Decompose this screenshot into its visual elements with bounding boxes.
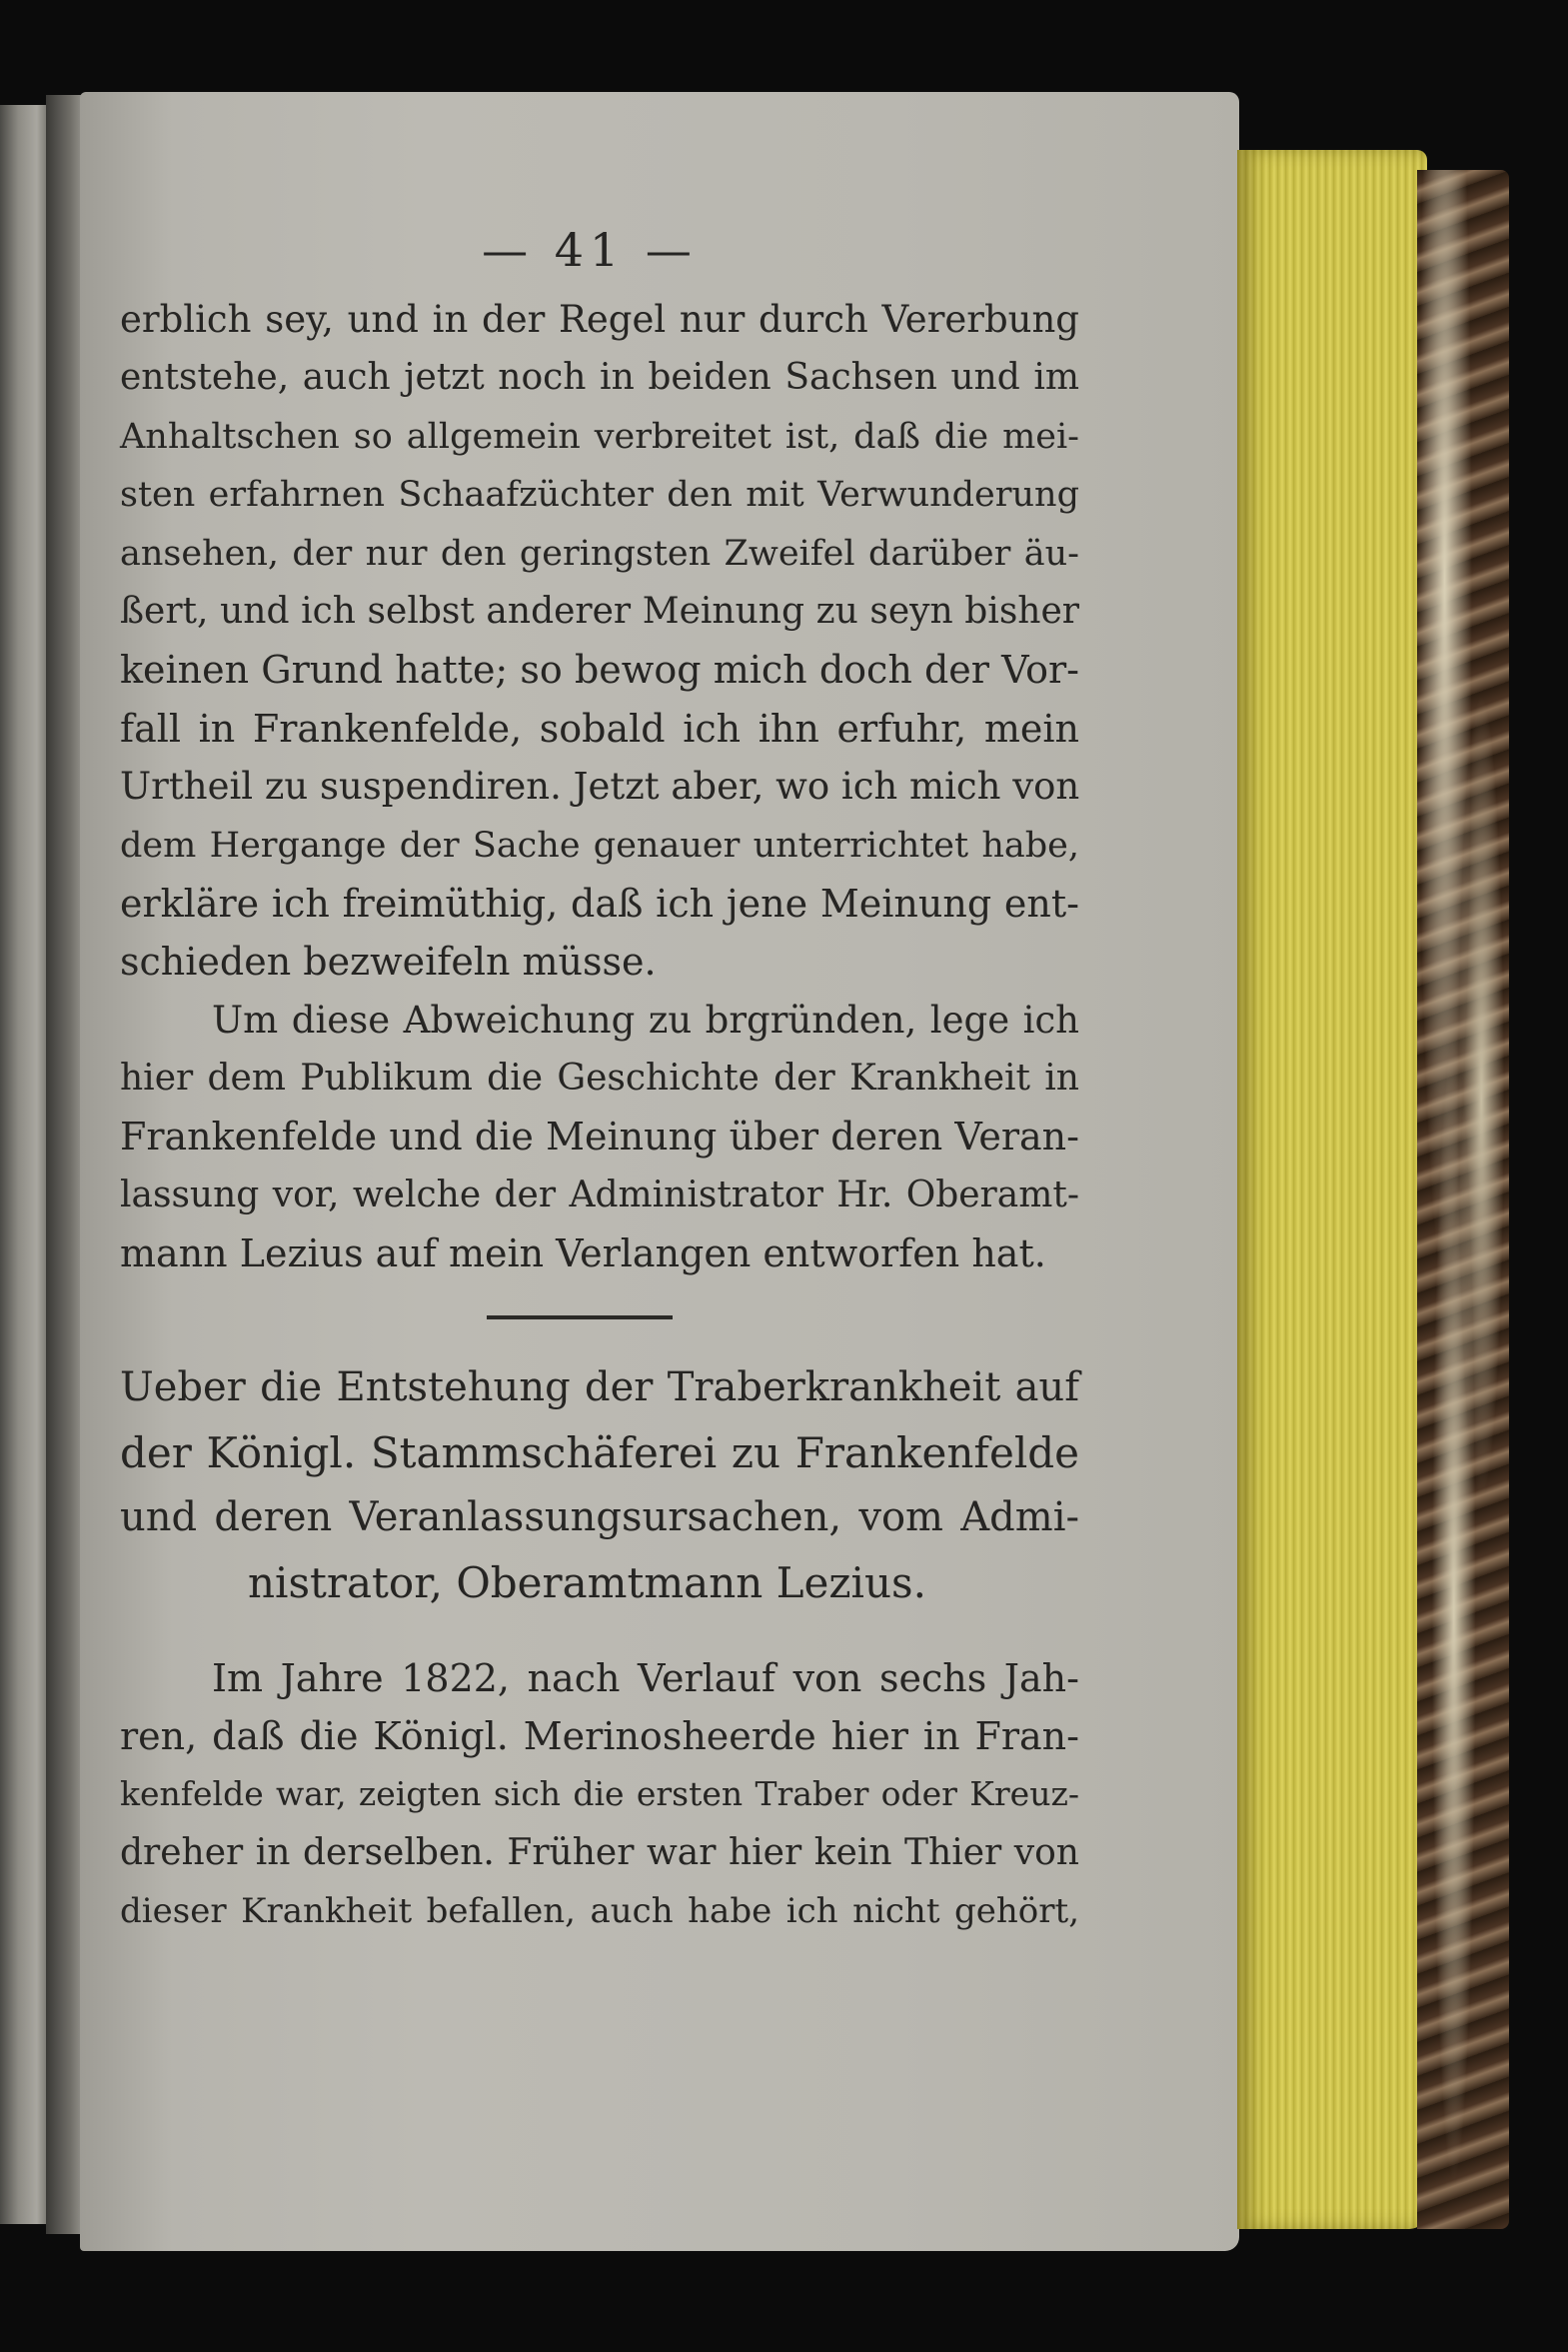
page-text: [120, 215, 1079, 1941]
text-line: kenfelde war, zeigten sich die ersten Traber oder Kreuz-: [120, 1774, 1079, 1814]
text-line: Im Jahre 1822, nach Verlauf von sechs Jah-: [212, 1655, 1079, 1700]
text-line: Urtheil zu suspendiren. Jetzt aber, wo ich mich von: [120, 765, 1080, 809]
text-line: dieser Krankheit befallen, auch habe ich nicht gehört,: [120, 1891, 1079, 1932]
text-line: Frankenfelde und die Meinung über deren Veran-: [120, 1115, 1079, 1160]
text-line: ßert, und ich selbst anderer Meinung zu seyn bisher: [120, 590, 1079, 632]
heading-line: und deren Veranlassungsursachen, vom Admi-: [120, 1493, 1079, 1540]
section-heading: [120, 1355, 1079, 1615]
text-line: entstehe, auch jetzt noch in beiden Sachsen und im: [120, 357, 1079, 399]
paragraph-1: [120, 291, 1079, 992]
text-line: fall in Frankenfelde, sobald ich ihn erfuhr, mein: [120, 706, 1079, 751]
paragraph-3: [120, 1649, 1079, 1941]
text-line: mann Lezius auf mein Verlangen entworfen hat.: [120, 1231, 1046, 1276]
marbled-cover: [1417, 170, 1509, 2229]
text-line: Anhaltschen so allgemein verbreitet ist, daß die mei-: [120, 416, 1079, 457]
text-line: schieden bezweifeln müsse.: [120, 940, 657, 985]
heading-line: nistrator, Oberamtmann Lezius.: [248, 1557, 926, 1607]
facing-page-edge: [0, 105, 46, 2224]
text-line: dem Hergange der Sache genauer unterrichtet habe,: [120, 825, 1079, 866]
text-line: lassung vor, welche der Administrator Hr. Oberamt-: [120, 1174, 1079, 1215]
paragraph-2: [120, 992, 1079, 1283]
text-line: erkläre ich freimüthig, daß ich jene Meinung ent-: [120, 881, 1079, 926]
text-line: ansehen, der nur den geringsten Zweifel darüber äu-: [120, 533, 1079, 574]
text-line: Um diese Abweichung zu brgründen, lege ich: [212, 998, 1079, 1042]
text-line: ren, daß die Königl. Merinosheerde hier in Fran-: [120, 1714, 1079, 1759]
text-line: keinen Grund hatte; so bewog mich doch der Vor-: [120, 648, 1079, 693]
text-line: sten erfahrnen Schaafzüchter den mit Verwunderung: [120, 475, 1079, 516]
text-line: hier dem Publikum die Geschichte der Krankheit in: [120, 1058, 1079, 1100]
text-line: dreher in derselben. Früher war hier kein Thier von: [120, 1831, 1079, 1873]
page-block-fore-edge: [1237, 150, 1427, 2229]
section-divider: [487, 1315, 673, 1319]
heading-line: der Königl. Stammschäferei zu Frankenfelde: [120, 1427, 1079, 1477]
heading-line: Ueber die Entstehung der Traberkrankheit auf: [120, 1363, 1079, 1410]
text-line: erblich sey, und in der Regel nur durch Vererbung: [120, 298, 1079, 341]
page-number: — 41 —: [482, 223, 698, 277]
